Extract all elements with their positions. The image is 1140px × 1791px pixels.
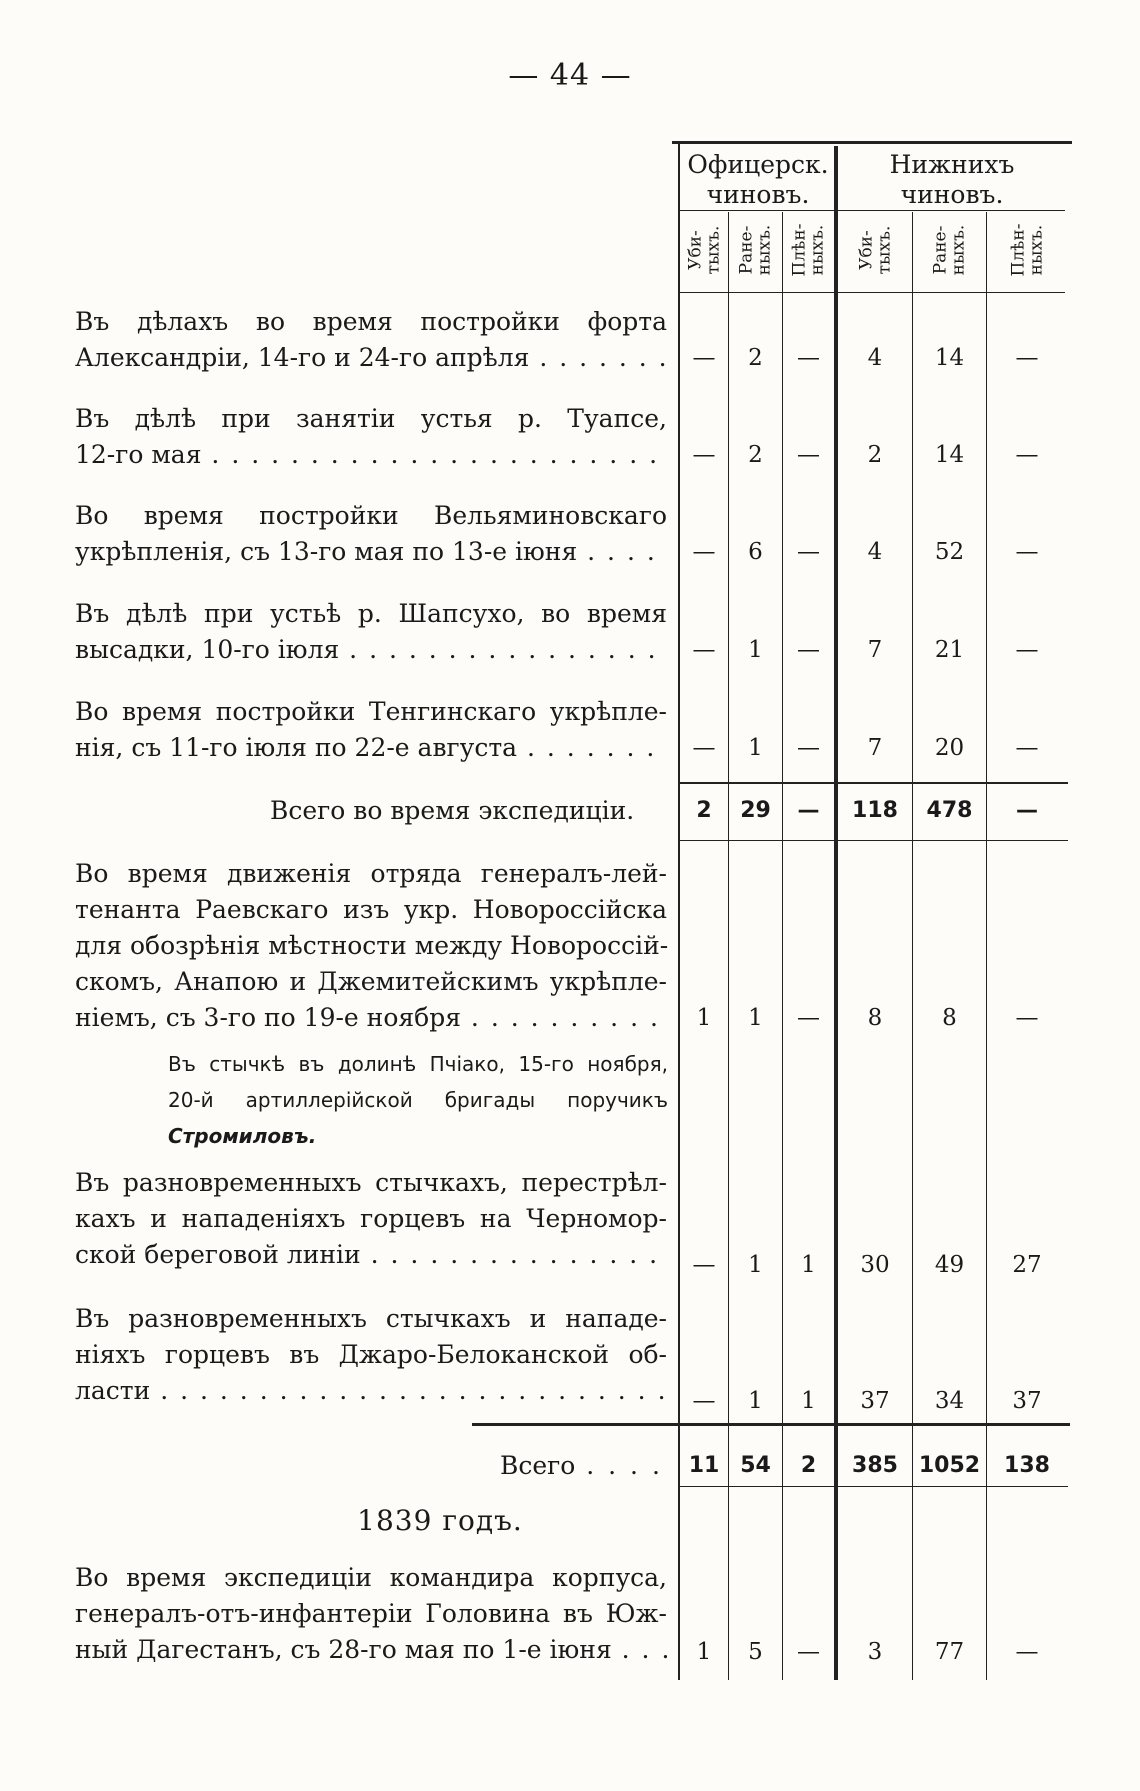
cell-r8-c0: — (692, 1388, 716, 1414)
cell-r0-c4: 14 (934, 345, 965, 371)
expedition-total-label: Всего во время экспедиціи. (270, 796, 635, 825)
cell-r7-c1: 1 (748, 1252, 763, 1278)
subtotal-rule-bottom (680, 840, 1068, 841)
subheader-lower-killed: Уби- тыхъ. (856, 225, 894, 275)
subheader-officers-killed: Уби- тыхъ. (685, 225, 723, 275)
cell-r6-c2: — (797, 1005, 820, 1031)
header-bottom-rule (680, 292, 1065, 293)
cell-r9-c3: 385 (852, 1453, 898, 1478)
cell-r1-c3: 2 (867, 442, 883, 468)
cell-r2-c1: 6 (748, 539, 763, 565)
cell-r4-c4: 20 (934, 735, 965, 761)
entry-dzharo-belokan: Въ разновременныхъ стычкахъ и нападе- ніяхъ горцевъ въ Джаро-Белоканской об- ласти . . . (75, 1301, 667, 1409)
cell-r10-c4: 77 (934, 1639, 965, 1665)
cell-r5-c1: 29 (740, 798, 771, 823)
cell-r5-c3: 118 (852, 798, 898, 823)
cell-r9-c5: 138 (1004, 1453, 1050, 1478)
cell-r4-c1: 1 (748, 735, 763, 761)
cell-r6-c5: — (1015, 1005, 1039, 1031)
group-divider (834, 146, 838, 1680)
cell-r7-c2: 1 (801, 1252, 816, 1278)
cell-r6-c4: 8 (942, 1005, 957, 1031)
table-top-rule (672, 141, 1072, 144)
subheader-lower-wounded: Ране- ныхъ. (930, 224, 969, 276)
cell-r0-c3: 4 (867, 345, 883, 371)
cell-r2-c4: 52 (934, 539, 965, 565)
subheader-officers-wounded: Ране- ныхъ. (736, 224, 775, 276)
cell-r7-c4: 49 (934, 1252, 965, 1278)
entry-velyaminovskoe: Во время постройки Вельяминовскаго укрѣпленія, съ 13-го мая по 13-е іюня . . . (75, 498, 667, 570)
table-left-rule (678, 143, 680, 1680)
cell-r10-c1: 5 (748, 1639, 763, 1665)
cell-r6-c3: 8 (867, 1005, 883, 1031)
cell-r2-c3: 4 (867, 539, 883, 565)
cell-r10-c3: 3 (867, 1639, 883, 1665)
page-number: — 44 — (508, 58, 632, 93)
cell-r8-c4: 34 (934, 1388, 965, 1414)
cell-r9-c4: 1052 (918, 1453, 981, 1478)
cell-r2-c0: — (692, 539, 716, 565)
note-pchiako: Въ стычкѣ въ долинѣ Пчіако, 15-го ноября, 20-й артиллерійской бригады поручикъ Стромиловъ. (168, 1052, 668, 1148)
entry-golovin-expedition: Во время экспедиціи командира корпуса, генералъ-отъ-инфантеріи Головина въ Юж- ный Дагестанъ, съ 28-го мая по 1-е іюня . . . (75, 1560, 667, 1668)
year-heading: 1839 годъ. (357, 1504, 523, 1537)
subheader-officers-captured: Плѣн- ныхъ. (789, 223, 828, 277)
cell-r1-c0: — (692, 442, 716, 468)
cell-r1-c5: — (1015, 442, 1039, 468)
cell-r0-c5: — (1015, 345, 1039, 371)
entry-movement-raevsky: Во время движенія отряда генералъ-лей- тенанта Раевскаго изъ укр. Новороссійска для обозрѣнія мѣстности между Новороссій- скомъ, Анапою и Джемитейскимъ укрѣпле- ніемъ, съ 3-го по 19-е ноября . . . (75, 856, 667, 1036)
cell-r3-c2: — (797, 637, 820, 663)
cell-r3-c5: — (1015, 637, 1039, 663)
cell-r9-c1: 54 (740, 1453, 771, 1478)
cell-r0-c2: — (797, 345, 820, 371)
grand-total-label: Всего . . . . (500, 1448, 663, 1484)
cell-r0-c0: — (692, 345, 716, 371)
cell-r5-c2: — (797, 798, 820, 823)
cell-r8-c2: 1 (801, 1388, 816, 1414)
cell-r1-c2: — (797, 442, 820, 468)
cell-r3-c4: 21 (934, 637, 965, 663)
cell-r3-c0: — (692, 637, 716, 663)
cell-r8-c3: 37 (860, 1388, 890, 1414)
header-officers: Офицерск. чиновъ. (687, 150, 829, 209)
cell-r3-c1: 1 (748, 637, 763, 663)
cell-r4-c2: — (797, 735, 820, 761)
cell-r4-c0: — (692, 735, 716, 761)
entry-tuapse: Въ дѣлѣ при занятіи устья р. Туапсе, 12-го мая . . . (75, 401, 667, 473)
entry-tenginskoe: Во время постройки Тенгинскаго укрѣпле- нія, съ 11-го іюля по 22-е августа . . . (75, 694, 667, 766)
cell-r5-c0: 2 (696, 798, 712, 823)
entry-shapsukho: Въ дѣлѣ при устьѣ р. Шапсухо, во время высадки, 10-го іюля . . . (75, 596, 667, 668)
grand-total-rule-bottom (680, 1486, 1068, 1487)
grand-total-rule (472, 1423, 1070, 1426)
cell-r10-c5: — (1015, 1639, 1039, 1665)
cell-r10-c0: 1 (696, 1639, 712, 1665)
subheader-lower-captured: Плѣн- ныхъ. (1007, 223, 1046, 277)
header-lower-ranks: Нижнихъ чиновъ. (889, 150, 1015, 209)
cell-r7-c0: — (692, 1252, 716, 1278)
cell-r6-c1: 1 (748, 1005, 763, 1031)
cell-r1-c1: 2 (748, 442, 763, 468)
cell-r10-c2: — (797, 1639, 820, 1665)
entry-fort-alexandria: Въ дѣлахъ во время постройки форта Александріи, 14-го и 24-го апрѣля . . . (75, 304, 667, 376)
cell-r3-c3: 7 (867, 637, 883, 663)
entry-black-sea-line: Въ разновременныхъ стычкахъ, перестрѣл- кахъ и нападеніяхъ горцевъ на Черномор- ской береговой линіи . . . (75, 1165, 667, 1273)
subtotal-rule-top (680, 782, 1068, 784)
cell-r2-c5: — (1015, 539, 1039, 565)
cell-r2-c2: — (797, 539, 820, 565)
cell-r8-c1: 1 (748, 1388, 763, 1414)
cell-r5-c4: 478 (926, 798, 973, 823)
cell-r7-c5: 27 (1012, 1252, 1042, 1278)
cell-r4-c5: — (1015, 735, 1039, 761)
cell-r7-c3: 30 (860, 1252, 890, 1278)
cell-r9-c2: 2 (800, 1453, 817, 1478)
cell-r0-c1: 2 (748, 345, 763, 371)
cell-r1-c4: 14 (934, 442, 965, 468)
cell-r4-c3: 7 (867, 735, 883, 761)
cell-r8-c5: 37 (1012, 1388, 1042, 1414)
cell-r5-c5: — (1016, 798, 1038, 823)
cell-r9-c0: 11 (688, 1453, 720, 1478)
cell-r6-c0: 1 (696, 1005, 712, 1031)
